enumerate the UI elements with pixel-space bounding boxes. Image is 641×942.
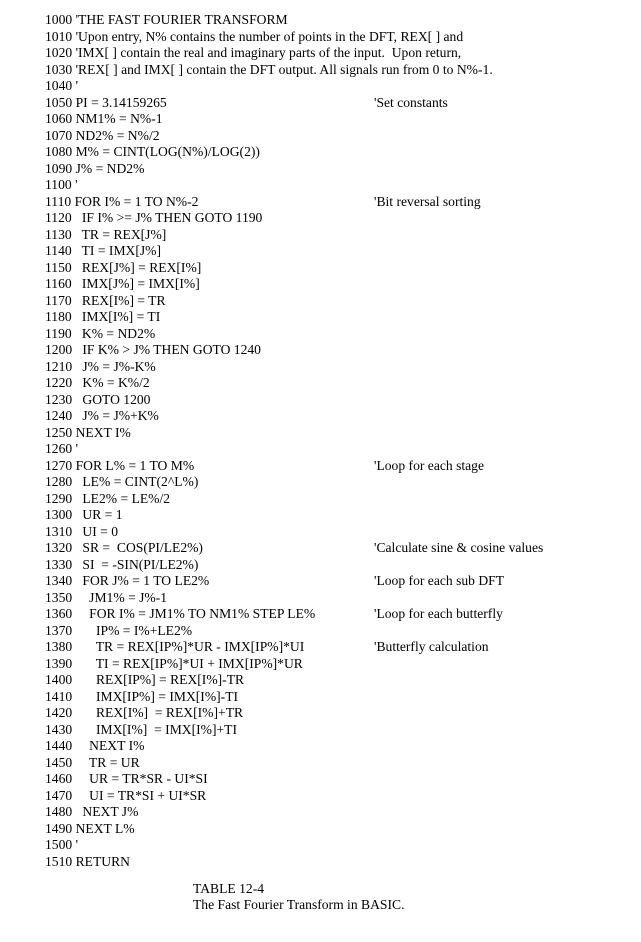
code-line	[45, 689, 635, 706]
code-line	[45, 309, 635, 326]
code-line	[45, 111, 635, 128]
code-text: 1340 FOR J% = 1 TO LE2%	[45, 573, 210, 588]
code-line	[45, 639, 635, 656]
code-text: 1450 TR = UR	[45, 754, 140, 770]
code-text: 1140 TI = IMX[J%]	[45, 243, 162, 258]
code-line	[45, 29, 635, 46]
code-line	[45, 623, 635, 640]
code-line	[45, 458, 635, 475]
code-line	[45, 95, 635, 112]
code-text: 1270 FOR L% = 1 TO M%	[45, 457, 195, 473]
code-text: 1130 TR = REX[J%]	[45, 226, 167, 242]
code-text: 1300 UR = 1	[45, 507, 123, 522]
code-line	[45, 359, 635, 376]
code-line	[45, 788, 635, 805]
code-text: 1230 GOTO 1200	[45, 391, 151, 407]
code-text: 1010 'Upon entry, N% contains the number of points in the DFT, REX[ ] and	[45, 28, 464, 44]
code-line	[45, 738, 635, 755]
code-line	[45, 854, 635, 871]
code-text: 1390 TI = REX[IP%]*UI + IMX[IP%]*UR	[45, 655, 303, 671]
code-text: 1440 NEXT I%	[45, 738, 145, 753]
code-line	[45, 392, 635, 409]
code-line	[45, 590, 635, 607]
code-line	[45, 375, 635, 392]
code-line	[45, 656, 635, 673]
code-text: 1050 PI = 3.14159265	[45, 94, 167, 110]
code-comment: 'Bit reversal sorting	[374, 193, 481, 209]
code-line	[45, 722, 635, 739]
code-line	[45, 491, 635, 508]
code-line	[45, 62, 635, 79]
code-text: 1350 JM1% = J%-1	[45, 589, 168, 605]
code-text: 1040 '	[45, 78, 79, 93]
code-text: 1400 REX[IP%] = REX[I%]-TR	[45, 672, 245, 687]
code-text: 1370 IP% = I%+LE2%	[45, 622, 193, 638]
code-comment: 'Butterfly calculation	[374, 639, 489, 654]
code-comment: 'Calculate sine & cosine values	[374, 540, 544, 555]
code-comment: 'Set constants	[374, 94, 448, 110]
code-line	[45, 705, 635, 722]
code-line	[45, 227, 635, 244]
code-line	[45, 573, 635, 590]
code-comment: 'Loop for each butterfly	[374, 606, 503, 621]
code-line	[45, 408, 635, 425]
code-text: 1200 IF K% > J% THEN GOTO 1240	[45, 342, 261, 357]
code-line	[45, 276, 635, 293]
code-text: 1220 K% = K%/2	[45, 375, 150, 390]
code-line	[45, 837, 635, 854]
code-line	[45, 45, 635, 62]
code-text: 1190 K% = ND2%	[45, 325, 156, 341]
code-line	[45, 540, 635, 557]
code-text: 1000 'THE FAST FOURIER TRANSFORM	[45, 12, 288, 27]
code-text: 1430 IMX[I%] = IMX[I%]+TI	[45, 721, 238, 737]
code-line	[45, 524, 635, 541]
code-text: 1290 LE2% = LE%/2	[45, 490, 171, 506]
code-comment: 'Loop for each stage	[374, 457, 485, 473]
code-line	[45, 260, 635, 277]
code-text: 1030 'REX[ ] and IMX[ ] contain the DFT output. All signals run from 0 to N%-1.	[45, 61, 493, 77]
code-text: 1180 IMX[I%] = TI	[45, 309, 161, 324]
code-text: 1280 LE% = CINT(2^L%)	[45, 474, 199, 489]
code-text: 1020 'IMX[ ] contain the real and imaginary parts of the input. Upon return,	[45, 45, 462, 60]
code-line	[45, 804, 635, 821]
code-comment: 'Loop for each sub DFT	[374, 573, 505, 588]
code-text: 1070 ND2% = N%/2	[45, 127, 160, 143]
code-line	[45, 12, 635, 29]
code-line	[45, 342, 635, 359]
code-line	[45, 194, 635, 211]
code-line	[45, 128, 635, 145]
code-line	[45, 144, 635, 161]
table-number: TABLE 12-4	[193, 881, 265, 896]
code-text: 1420 REX[I%] = REX[I%]+TR	[45, 705, 244, 720]
code-text: 1080 M% = CINT(LOG(N%)/LOG(2))	[45, 144, 260, 159]
code-line	[45, 210, 635, 227]
code-text: 1480 NEXT J%	[45, 804, 139, 819]
code-listing	[45, 12, 635, 870]
code-text: 1110 FOR I% = 1 TO N%-2	[45, 193, 199, 209]
code-text: 1120 IF I% >= J% THEN GOTO 1190	[45, 210, 263, 225]
code-text: 1360 FOR I% = JM1% TO NM1% STEP LE%	[45, 606, 316, 621]
code-line	[45, 474, 635, 491]
code-text: 1490 NEXT L%	[45, 820, 135, 836]
table-title: The Fast Fourier Transform in BASIC.	[193, 896, 405, 912]
code-line	[45, 606, 635, 623]
code-text: 1210 J% = J%-K%	[45, 358, 156, 374]
code-text: 1330 SI = -SIN(PI/LE2%)	[45, 556, 199, 572]
code-line	[45, 557, 635, 574]
code-line	[45, 177, 635, 194]
code-text: 1160 IMX[J%] = IMX[I%]	[45, 276, 200, 291]
code-text: 1150 REX[J%] = REX[I%]	[45, 259, 202, 275]
code-text: 1260 '	[45, 441, 79, 456]
code-line	[45, 326, 635, 343]
table-caption	[193, 881, 404, 912]
code-line	[45, 441, 635, 458]
code-line	[45, 771, 635, 788]
code-text: 1100 '	[45, 177, 78, 192]
code-text: 1410 IMX[IP%] = IMX[I%]-TI	[45, 688, 239, 704]
code-line	[45, 78, 635, 95]
code-line	[45, 672, 635, 689]
code-text: 1240 J% = J%+K%	[45, 408, 159, 423]
code-text: 1500 '	[45, 837, 79, 852]
code-line	[45, 755, 635, 772]
code-text: 1470 UI = TR*SI + UI*SR	[45, 787, 207, 803]
code-line	[45, 161, 635, 178]
code-line	[45, 243, 635, 260]
code-text: 1170 REX[I%] = TR	[45, 292, 166, 308]
code-text: 1320 SR = COS(PI/LE2%)	[45, 540, 203, 555]
code-line	[45, 821, 635, 838]
code-line	[45, 507, 635, 524]
code-text: 1510 RETURN	[45, 853, 130, 869]
code-text: 1250 NEXT I%	[45, 424, 131, 440]
code-text: 1310 UI = 0	[45, 523, 118, 539]
code-line	[45, 293, 635, 310]
code-text: 1090 J% = ND2%	[45, 160, 145, 176]
code-text: 1380 TR = REX[IP%]*UR - IMX[IP%]*UI	[45, 639, 305, 654]
code-line	[45, 425, 635, 442]
code-text: 1060 NM1% = N%-1	[45, 111, 163, 126]
code-text: 1460 UR = TR*SR - UI*SI	[45, 771, 208, 786]
